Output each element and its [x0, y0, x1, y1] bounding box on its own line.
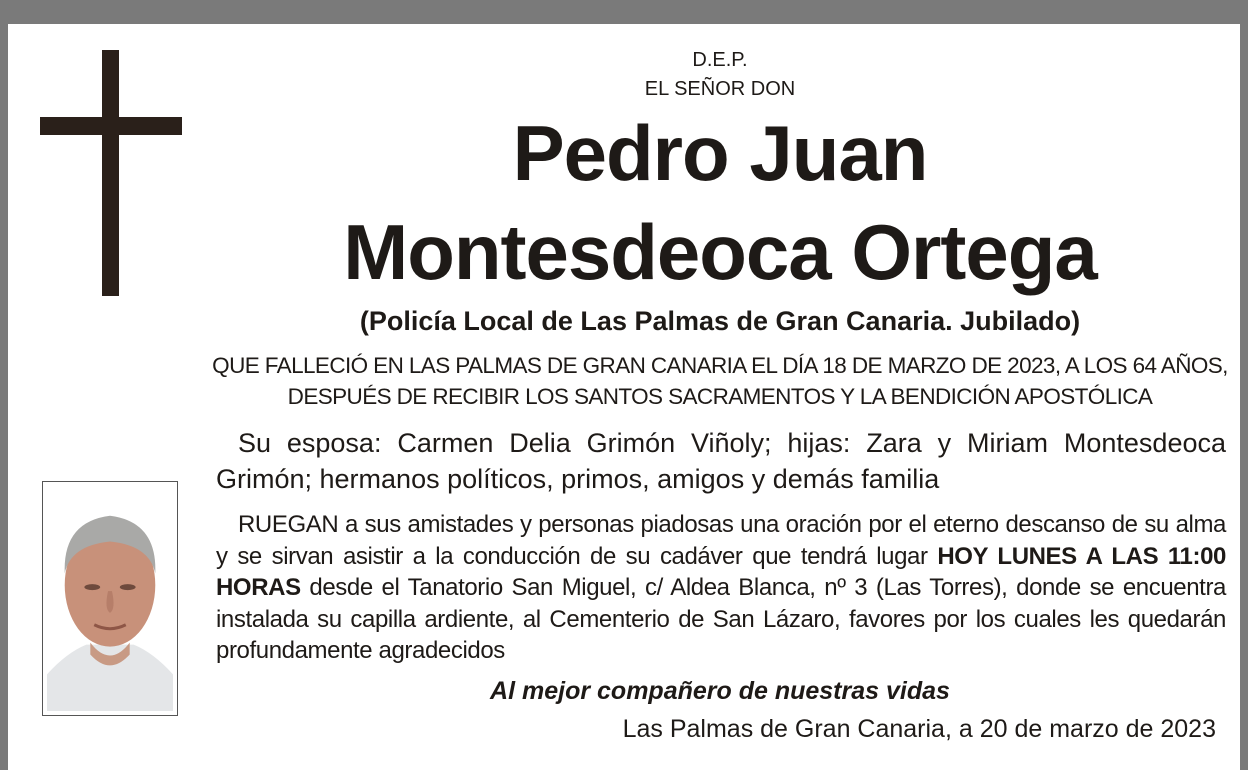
occupation-subtitle: (Policía Local de Las Palmas de Gran Canaria. Jubilado): [359, 306, 1081, 336]
request-text-part2: desde el Tanatorio San Miguel, c/ Aldea Blanca, nº 3 (Las Torres), donde se encuentra instalada su capilla ardiente, al Cementerio de San Lázaro, favores por los cuales les quedarán profundamente agradecidos: [216, 574, 1226, 664]
cross-vertical-bar: [102, 50, 119, 296]
family-paragraph: [216, 425, 1226, 497]
honorific-label: EL SEÑOR DON: [644, 78, 796, 100]
tribute-line: Al mejor compañero de nuestras vidas: [490, 677, 950, 705]
deceased-name-line1: Pedro Juan: [512, 109, 928, 197]
request-text-part1: RUEGAN a sus amistades y personas piadosas una oración por el eterno descanso de su alma y se sirvan asistir a la conducción de su cadáver que tendrá lugar: [216, 511, 1226, 570]
obituary-card: [0, 24, 1248, 770]
deceased-name-line2: Montesdeoca Ortega: [343, 208, 1097, 296]
cross-horizontal-bar: [40, 117, 182, 135]
place-date: Las Palmas de Gran Canaria, a 20 de marzo de 2023: [622, 715, 1216, 743]
family-text: Su esposa: Carmen Delia Grimón Viñoly; hijas: Zara y Miriam Montesdeoca Grimón; hermanos políticos, primos, amigos y demás familia: [216, 428, 1226, 494]
death-announcement: QUE FALLECIÓ EN LAS PALMAS DE GRAN CANARIA EL DÍA 18 DE MARZO DE 2023, A LOS 64 AÑOS, DESPUÉS DE RECIBIR LOS SANTOS SACRAMENTOS Y LA BENDICIÓN APOSTÓLICA: [212, 353, 1228, 409]
dep-label: D.E.P.: [692, 49, 748, 71]
request-paragraph: [216, 509, 1226, 667]
request-time-bold: HOY LUNES A LAS 11:00 HORAS: [216, 542, 1226, 601]
portrait-photo: [42, 481, 178, 716]
portrait-image: [47, 486, 173, 711]
